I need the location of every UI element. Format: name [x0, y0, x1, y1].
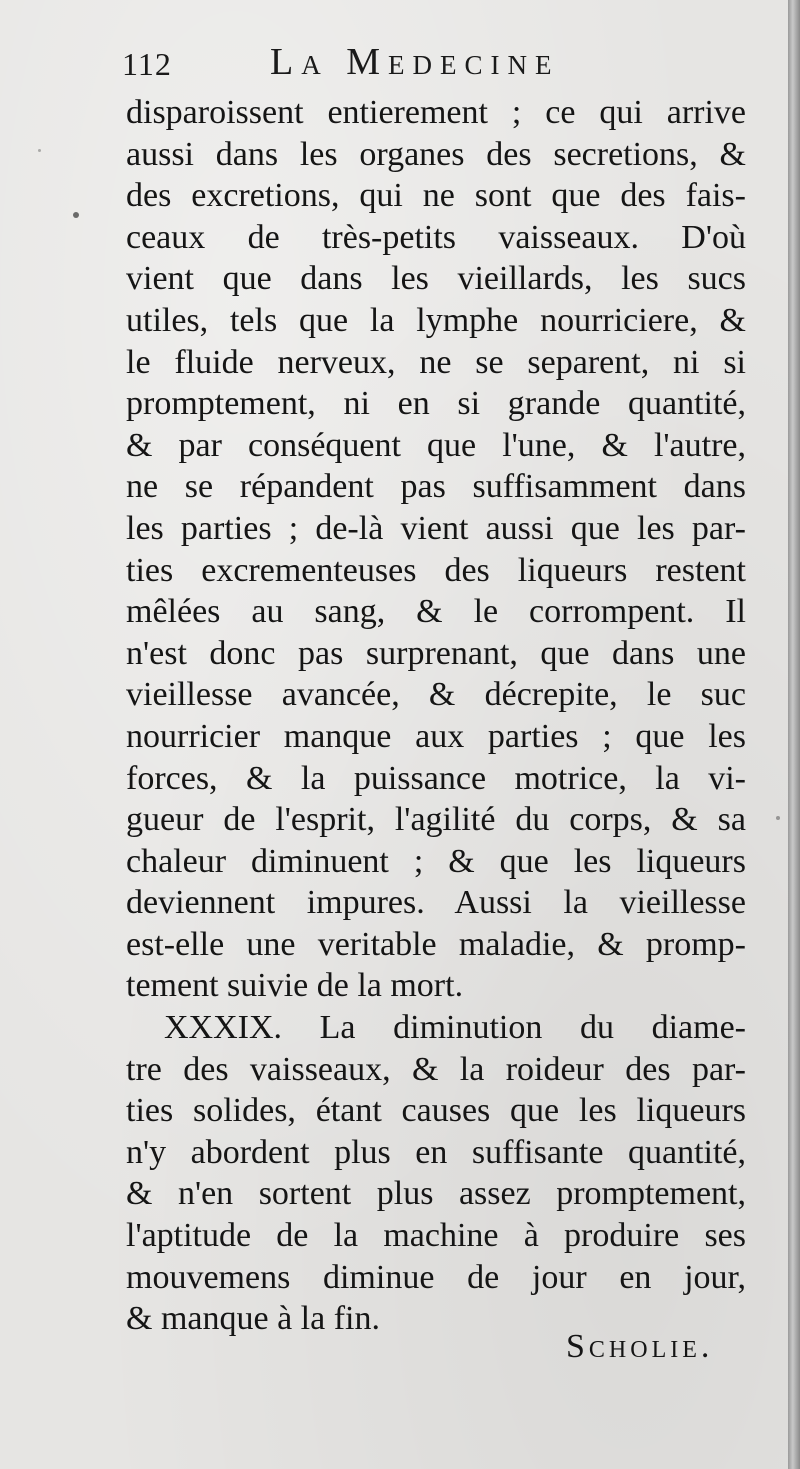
body-text [126, 92, 746, 1340]
text-line: vieillesse avancée, & décrepite, le suc [126, 676, 746, 714]
page-number: 112 [122, 46, 172, 82]
text-line: tement suivie de la mort. [126, 967, 464, 1005]
text-line: disparoissent entierement ; ce qui arrive [126, 94, 746, 131]
text-line: deviennent impures. Aussi la vieillesse [126, 884, 746, 922]
text-line: le fluide nerveux, ne se separent, ni si [126, 343, 746, 381]
text-line: gueur de l'esprit, l'agilité du corps, & sa [126, 801, 746, 839]
text-line: est-elle une veritable maladie, & promp- [126, 925, 746, 963]
text-line: n'y abordent plus en suffisante quantité, [126, 1133, 746, 1171]
ink-speck [73, 212, 79, 218]
text-line: & n'en sortent plus assez promptement, [126, 1175, 746, 1213]
text-line: ties solides, étant causes que les liqueurs [126, 1092, 746, 1130]
text-line: forces, & la puissance motrice, la vi- [126, 759, 746, 797]
section-heading-line: XXXIX. La diminution du diame- [164, 1009, 746, 1047]
page-edge [788, 0, 800, 1469]
running-title: La Medecine [270, 41, 560, 83]
page-header [122, 40, 642, 90]
text-line: & manque à la fin. [126, 1300, 380, 1338]
text-line: aussi dans les organes des secretions, & [126, 135, 746, 173]
text-line: ne se répandent pas suffisamment dans [126, 468, 746, 506]
text-line: & par conséquent que l'une, & l'autre, [126, 426, 746, 464]
text-line: mêlées au sang, & le corrompent. Il [126, 593, 746, 631]
text-line: l'aptitude de la machine à produire ses [126, 1217, 746, 1255]
catchword: Scholie. [566, 1328, 714, 1365]
ink-speck [776, 816, 780, 820]
text-line: n'est donc pas surprenant, que dans une [126, 634, 746, 672]
text-line: tre des vaisseaux, & la roideur des par- [126, 1050, 746, 1088]
text-line: vient que dans les vieillards, les sucs [126, 260, 746, 298]
text-line: nourricier manque aux parties ; que les [126, 717, 746, 755]
text-line: mouvemens diminue de jour en jour, [126, 1258, 746, 1296]
text-line: ties excrementeuses des liqueurs restent [126, 551, 746, 589]
text-line: promptement, ni en si grande quantité, [126, 385, 746, 423]
text-line: ceaux de très-petits vaisseaux. D'où [126, 218, 746, 256]
text-line: chaleur diminuent ; & que les liqueurs [126, 842, 746, 880]
text-line: des excretions, qui ne sont que des fais- [126, 177, 746, 215]
ink-speck [38, 149, 41, 152]
text-line: les parties ; de-là vient aussi que les par- [126, 509, 746, 547]
text-line: utiles, tels que la lymphe nourriciere, & [126, 301, 746, 339]
